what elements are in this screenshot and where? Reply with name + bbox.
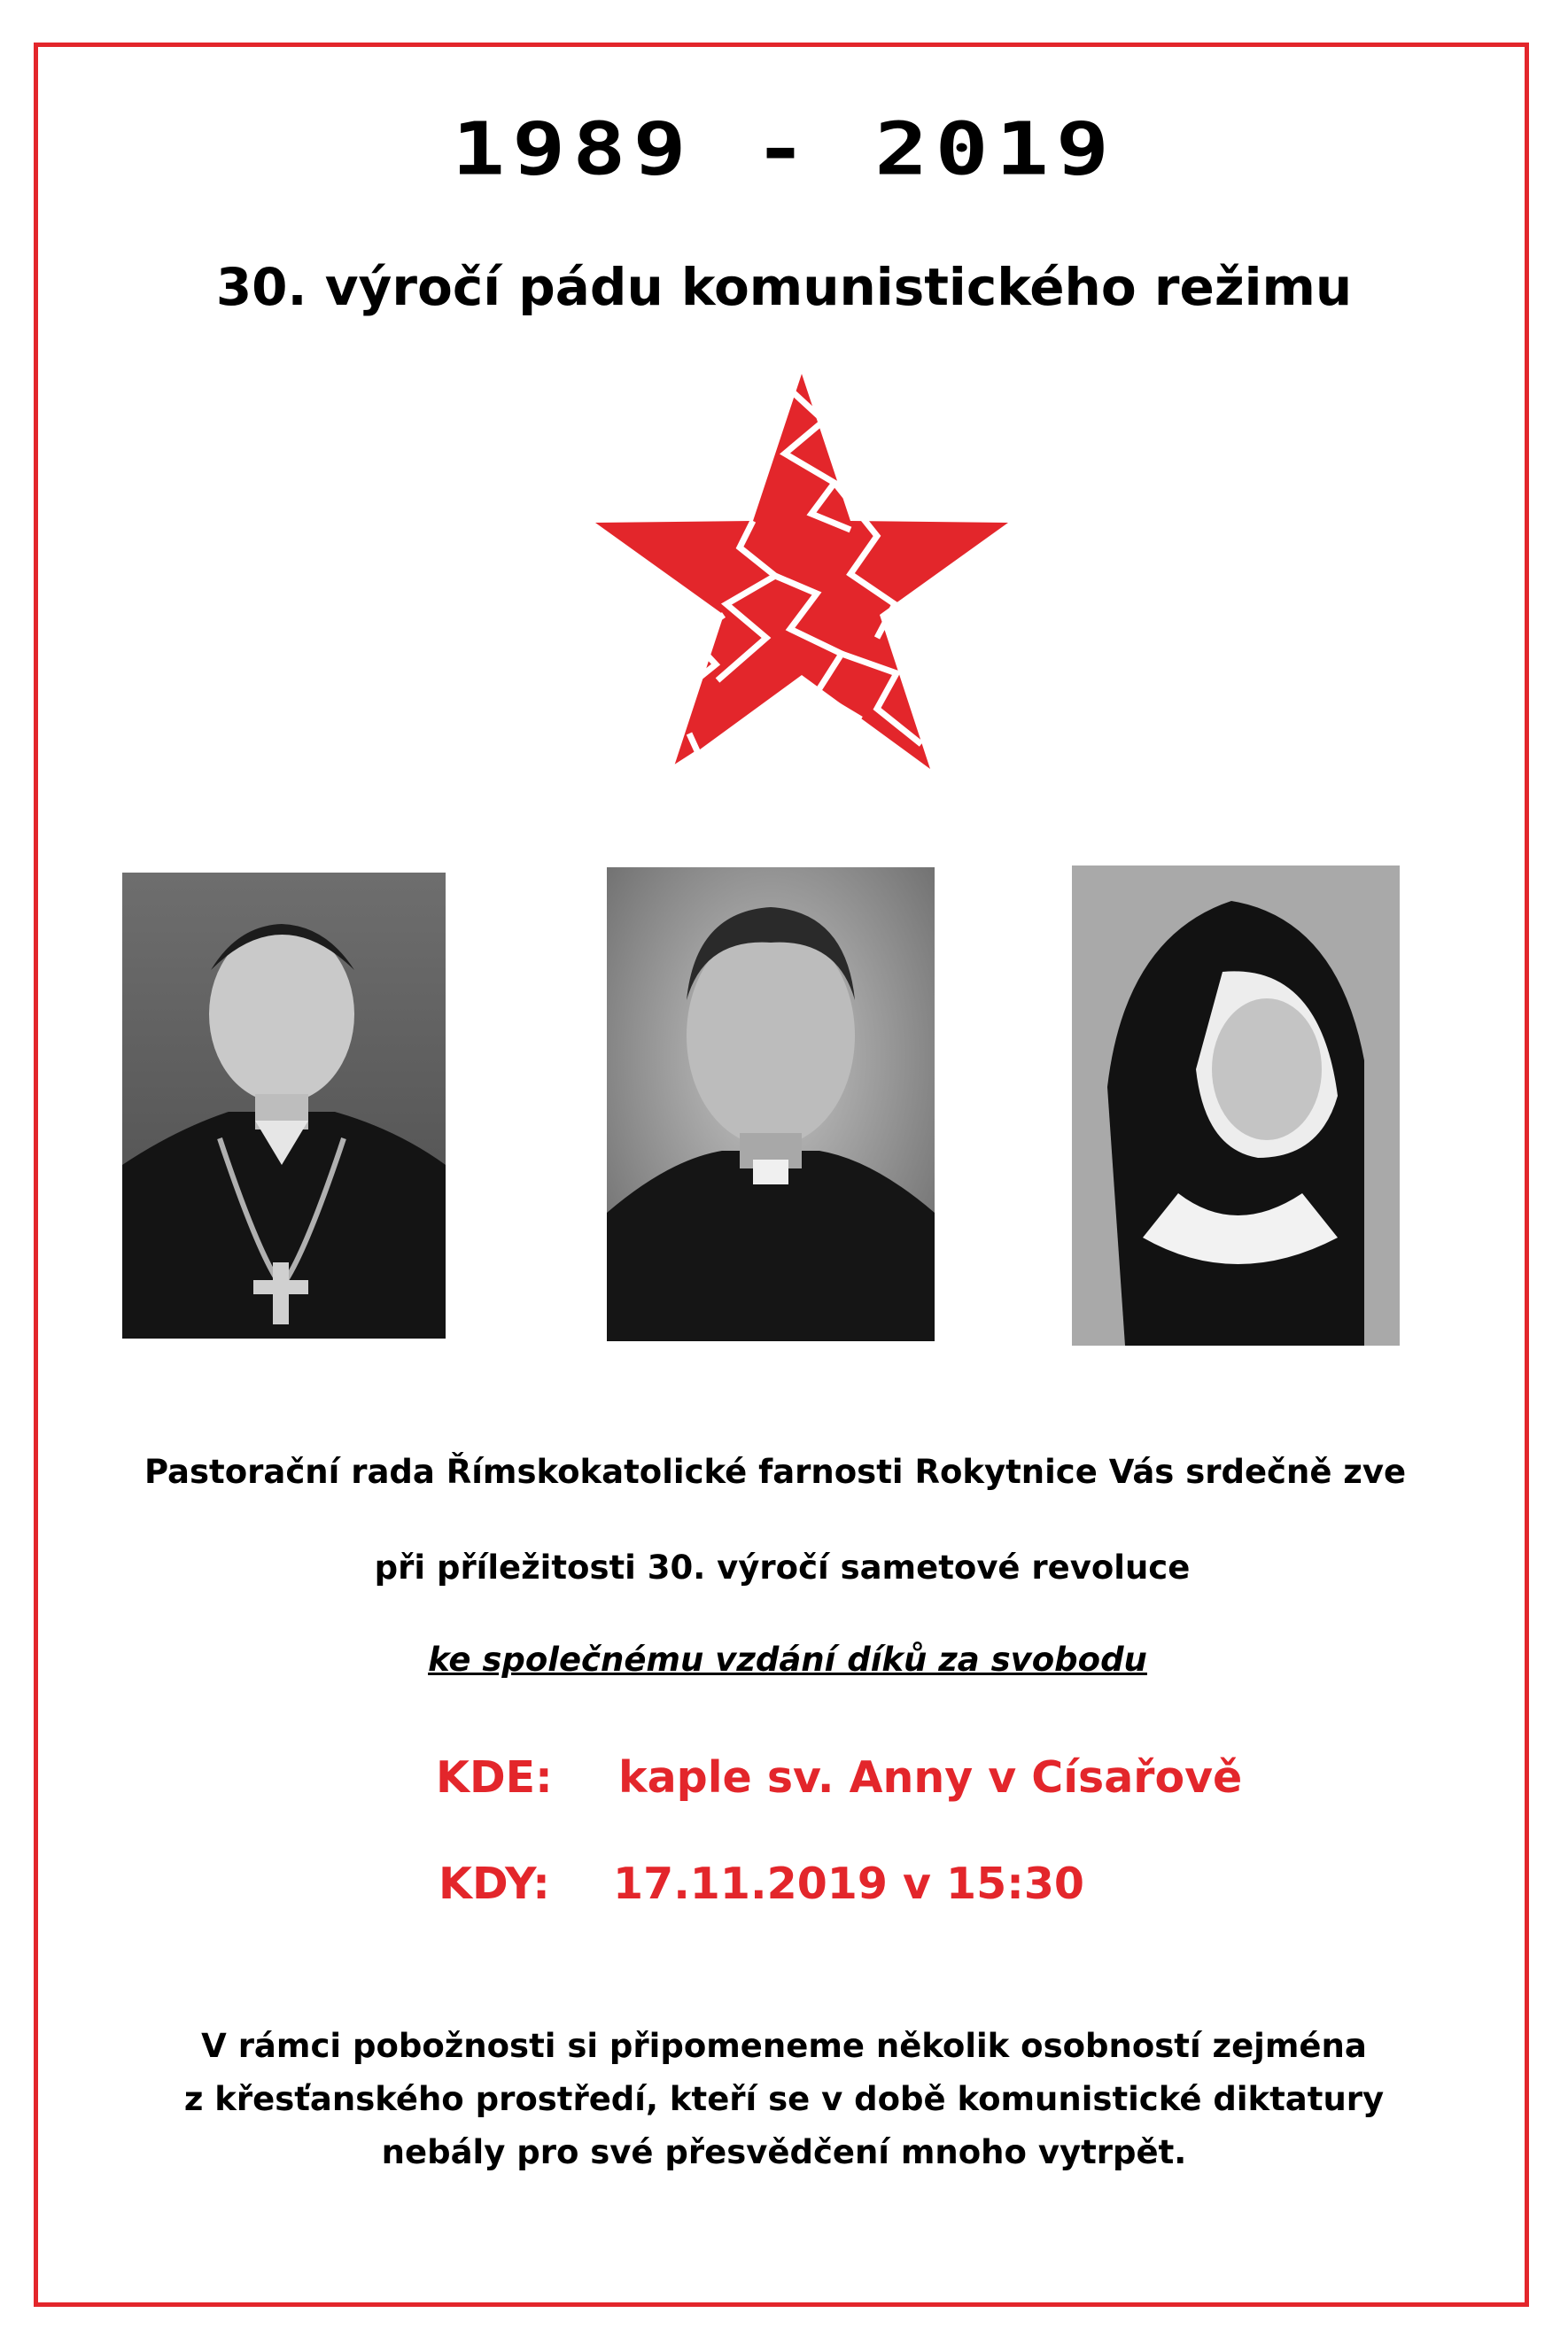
closing-paragraph xyxy=(0,2020,1568,2179)
invitation-text: Pastorační rada Římskokatolické farnosti Rokytnice Vás srdečně zve xyxy=(144,1453,1407,1491)
closing-line: V rámci pobožnosti si připomeneme několik osobností zejména xyxy=(201,2027,1367,2065)
datetime-value: 17.11.2019 v 15:30 xyxy=(613,1859,1085,1909)
priest-portrait-photo xyxy=(607,867,935,1341)
location-label: KDE: xyxy=(436,1752,553,1803)
bishop-portrait-photo xyxy=(122,873,446,1339)
thanksgiving-text: ke společnému vzdání díků za svobodu xyxy=(428,1641,1147,1679)
years-heading: 1989 - 2019 xyxy=(451,106,1117,191)
nun-portrait-photo xyxy=(1072,866,1400,1346)
broken-red-star-icon xyxy=(585,372,1019,788)
location-value: kaple sv. Anny v Císařově xyxy=(618,1752,1243,1803)
anniversary-subtitle: 30. výročí pádu komunistického režimu xyxy=(215,257,1353,317)
datetime-label: KDY: xyxy=(439,1859,550,1909)
occasion-text: při příležitosti 30. výročí sametové revoluce xyxy=(374,1549,1191,1587)
closing-line: nebály pro své přesvědčení mnoho vytrpět. xyxy=(381,2133,1187,2171)
closing-line: z křesťanského prostředí, kteří se v době komunistické diktatury xyxy=(183,2080,1385,2118)
